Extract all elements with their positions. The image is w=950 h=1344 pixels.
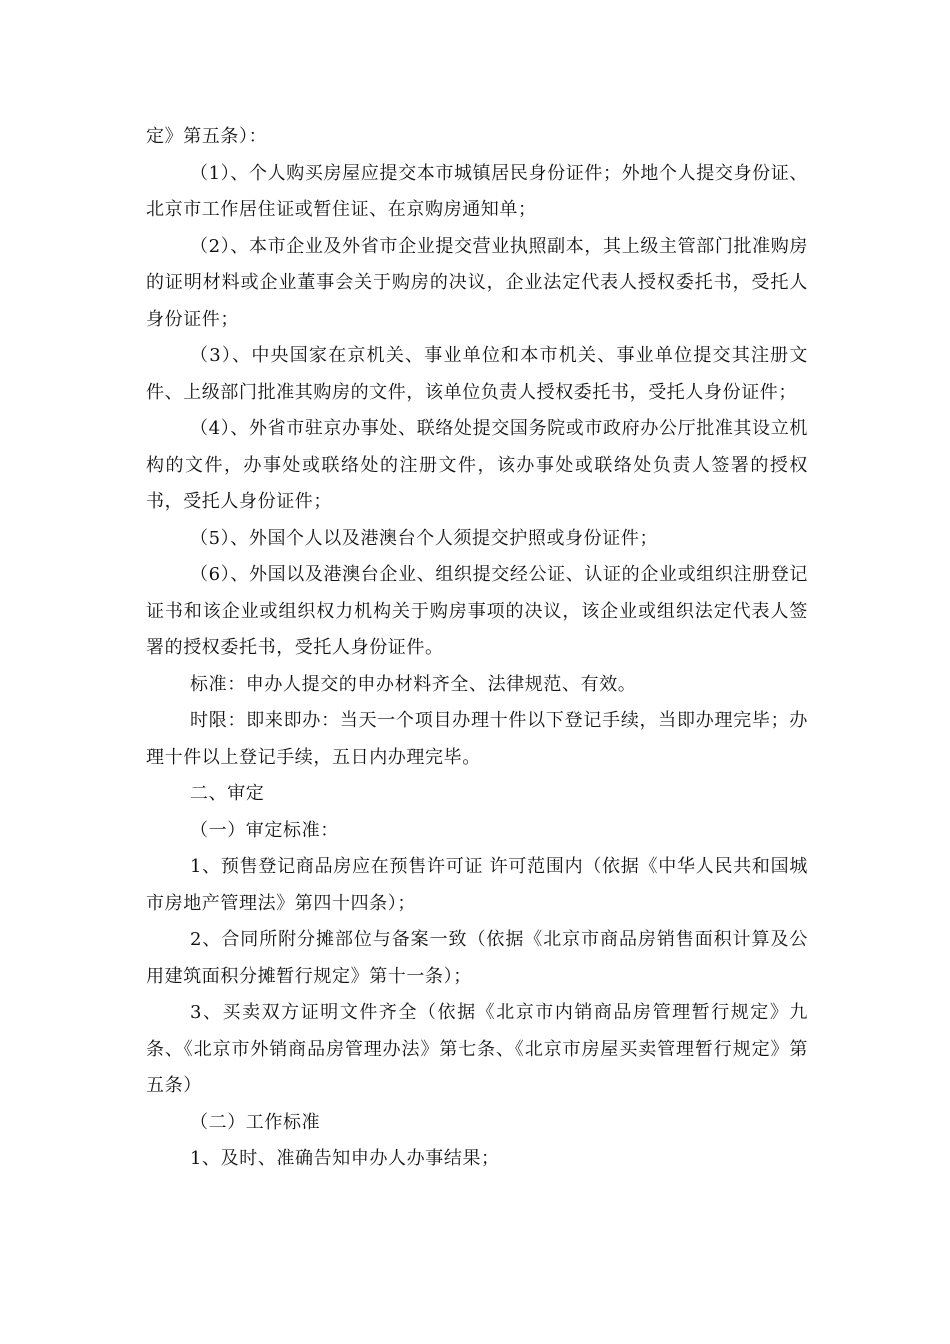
paragraph-9: 时限：即来即办：当天一个项目办理十件以下登记手续，当即办理完毕；办理十件以上登记手续，五日内办理完毕。 (146, 710, 808, 768)
paragraph-4: （3）、中央国家在京机关、事业单位和本市机关、事业单位提交其注册文件、上级部门批准其购房的文件，该单位负责人授权委托书，受托人身份证件； (146, 345, 808, 403)
paragraph-3: （2）、本市企业及外省市企业提交营业执照副本，其上级主管部门批准购房的证明材料或企业董事会关于购房的决议，企业法定代表人授权委托书，受托人身份证件； (146, 235, 808, 330)
paragraph-16: 1、及时、准确告知申办人办事结果； (190, 1148, 500, 1169)
paragraph-13: 2、合同所附分摊部位与备案一致（依据《北京市商品房销售面积计算及公用建筑面积分摊暂行规定》第十一条）； (146, 929, 808, 987)
document-page (146, 119, 808, 1178)
paragraph-1: 定》第五条）： (146, 126, 268, 147)
paragraph-7: （6）、外国以及港澳台企业、组织提交经公证、认证的企业或组织注册登记证书和该企业或组织权力机构关于购房事项的决议，该企业或组织法定代表人签署的授权委托书，受托人身份证件。 (146, 564, 808, 658)
paragraph-8: 标准：申办人提交的申办材料齐全、法律规范、有效。 (190, 673, 637, 695)
subsection-heading-1: （一）审定标准： (190, 819, 339, 841)
subsection-heading-2: （二）工作标准 (190, 1111, 321, 1133)
paragraph-5: （4）、外省市驻京办事处、联络处提交国务院或市政府办公厅批准其设立机构的文件，办事处或联络处的注册文件，该办事处或联络处负责人签署的授权书，受托人身份证件； (146, 418, 808, 512)
paragraph-14: 3、买卖双方证明文件齐全（依据《北京市内销商品房管理暂行规定》九条、《北京市外销商品房管理办法》第七条、《北京市房屋买卖管理暂行规定》第五条） (146, 1002, 808, 1096)
section-heading-2: 二、审定 (190, 783, 265, 804)
paragraph-2: （1）、个人购买房屋应提交本市城镇居民身份证件；外地个人提交身份证、北京市工作居住证或暂住证、在京购房通知单； (146, 162, 808, 220)
paragraph-6: （5）、外国个人以及港澳台个人须提交护照或身份证件； (190, 527, 659, 549)
paragraph-12: 1、预售登记商品房应在预售许可证 许可范围内（依据《中华人民共和国城市房地产管理法》第四十四条）； (146, 856, 808, 914)
